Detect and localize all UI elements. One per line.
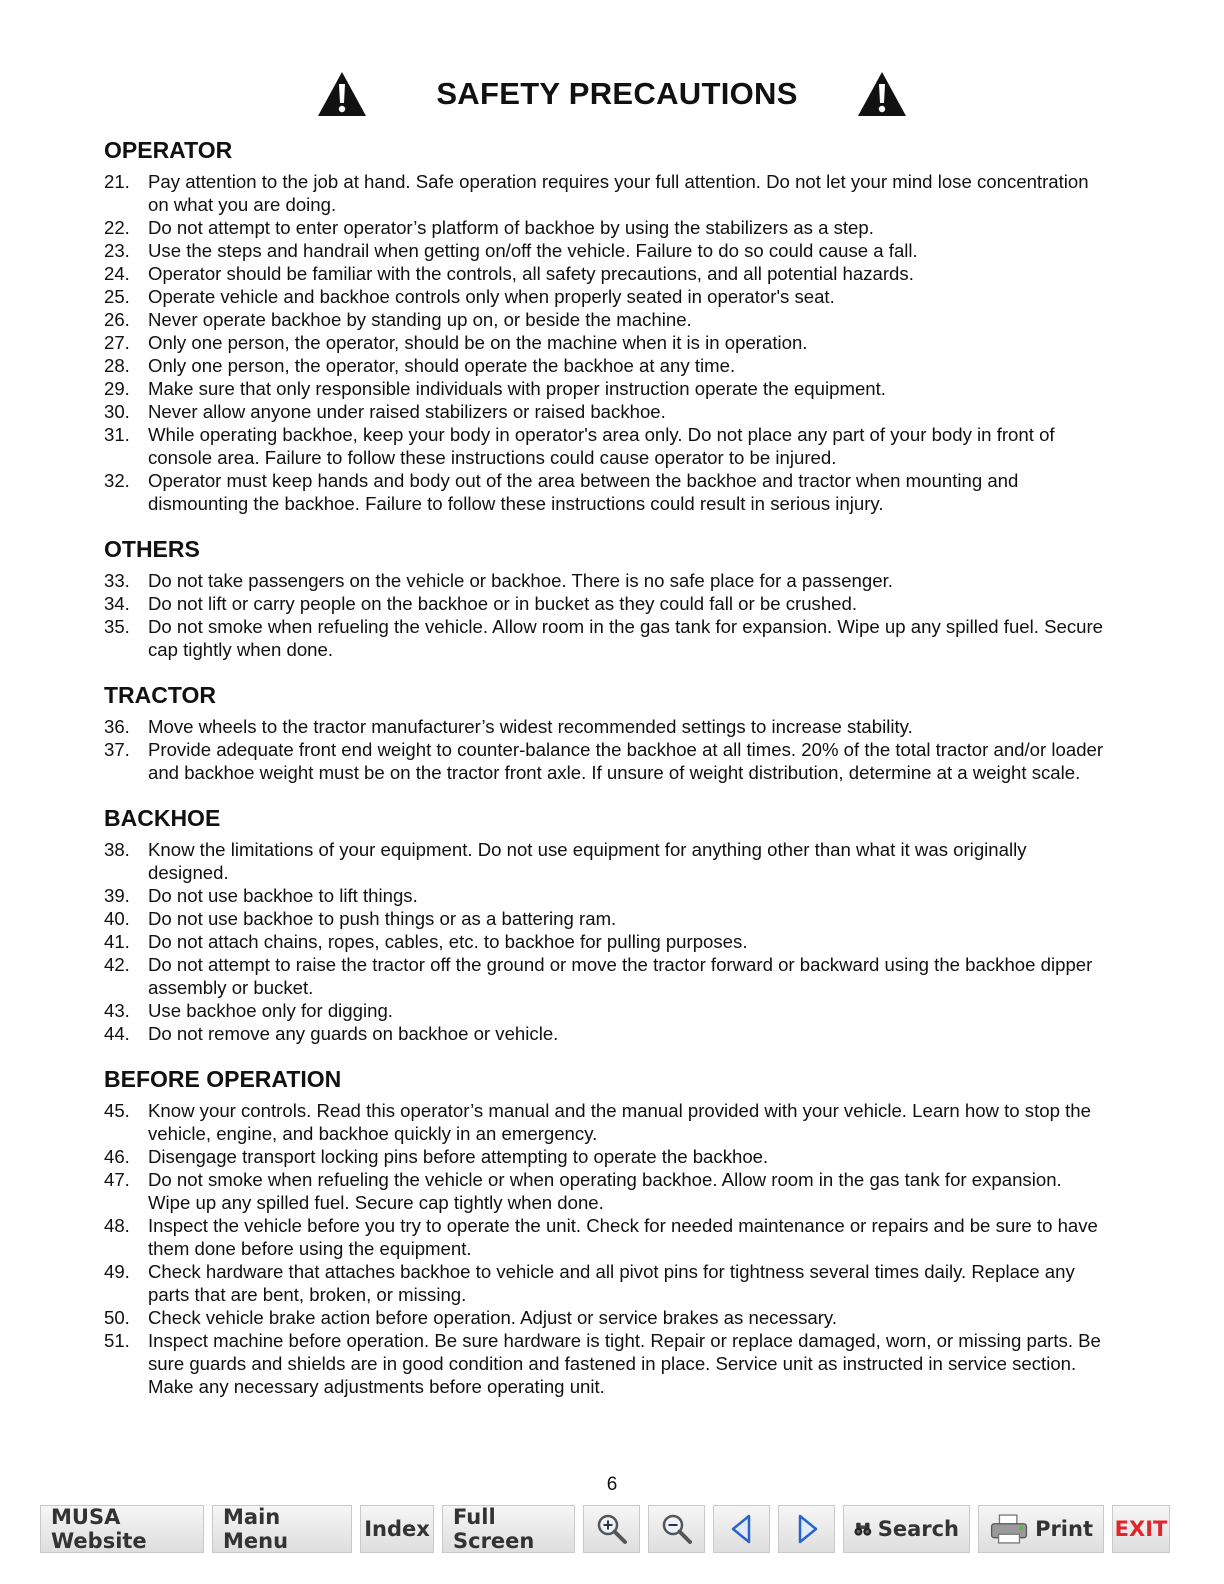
item-number: 40. <box>104 908 130 929</box>
main-menu-label: Main Menu <box>223 1505 289 1553</box>
list-item <box>104 1145 1104 1168</box>
item-number: 35. <box>104 616 130 637</box>
index-label: Index <box>364 1517 430 1541</box>
list-item <box>104 216 1104 239</box>
zoom-in-button[interactable] <box>583 1505 640 1553</box>
list-item <box>104 400 1104 423</box>
item-number: 42. <box>104 954 130 975</box>
item-text: Know your controls. Read this operator’s manual and the manual provided with your vehicle. Learn how to stop the vehicle, engine, and backhoe quickly in an emergency. <box>148 1100 1091 1144</box>
list-item <box>104 308 1104 331</box>
item-number: 38. <box>104 839 130 860</box>
item-text: Never operate backhoe by standing up on, or beside the machine. <box>148 309 692 330</box>
main-menu-button[interactable] <box>212 1505 352 1553</box>
navigation-toolbar <box>40 1505 1170 1555</box>
page-title: SAFETY PRECAUTIONS <box>436 76 798 111</box>
item-text: Only one person, the operator, should operate the backhoe at any time. <box>148 355 736 376</box>
item-text: Inspect machine before operation. Be sure hardware is tight. Repair or replace damaged, worn, or missing parts. Be sure guards and shields are in good condition and fastened in place. Service unit as instructed in service section. Make any necessary adjustments before operating unit. <box>148 1330 1101 1397</box>
item-text: Inspect the vehicle before you try to operate the unit. Check for needed maintenance or repairs and be sure to have them done before using the equipment. <box>148 1215 1098 1259</box>
search-label: Search <box>877 1517 959 1541</box>
item-text: Do not smoke when refueling the vehicle or when operating backhoe. Allow room in the gas tank for expansion. Wipe up any spilled fuel. Secure cap tightly when done. <box>148 1169 1062 1213</box>
next-page-icon <box>792 1512 822 1546</box>
item-number: 24. <box>104 263 130 284</box>
item-text: Do not take passengers on the vehicle or backhoe. There is no safe place for a passenger. <box>148 570 893 591</box>
item-text: Use backhoe only for digging. <box>148 1000 393 1021</box>
print-label: Print <box>1035 1517 1093 1541</box>
list-item <box>104 285 1104 308</box>
previous-page-icon <box>727 1512 757 1546</box>
zoom-in-icon <box>595 1512 629 1546</box>
item-text: Pay attention to the job at hand. Safe operation requires your full attention. Do not let your mind lose concentration on what you are doing. <box>148 171 1089 215</box>
item-text: Do not attempt to enter operator’s platform of backhoe by using the stabilizers as a step. <box>148 217 874 238</box>
item-text: Check vehicle brake action before operation. Adjust or service brakes as necessary. <box>148 1307 838 1328</box>
musa-website-label: MUSA Website <box>51 1505 147 1553</box>
item-text: Do not use backhoe to lift things. <box>148 885 418 906</box>
section-before-operation <box>104 1065 1104 1398</box>
item-number: 31. <box>104 424 130 445</box>
full-screen-button[interactable] <box>442 1505 575 1553</box>
item-text: Make sure that only responsible individuals with proper instruction operate the equipment. <box>148 378 886 399</box>
list-item <box>104 1214 1104 1260</box>
section-operator <box>104 136 1104 515</box>
zoom-out-button[interactable] <box>648 1505 705 1553</box>
list-item <box>104 953 1104 999</box>
item-text: Do not attempt to raise the tractor off the ground or move the tractor forward or backward using the backhoe dipper assembly or bucket. <box>148 954 1093 998</box>
section-heading: BEFORE OPERATION <box>104 1066 342 1092</box>
item-text: Move wheels to the tractor manufacturer’s widest recommended settings to increase stability. <box>148 716 913 737</box>
item-text: Know the limitations of your equipment. Do not use equipment for anything other than what it was originally designed. <box>148 839 1027 883</box>
item-text: Do not remove any guards on backhoe or vehicle. <box>148 1023 559 1044</box>
section-heading: OPERATOR <box>104 137 233 163</box>
list-item <box>104 423 1104 469</box>
exit-button[interactable] <box>1112 1505 1170 1553</box>
item-text: Provide adequate front end weight to counter-balance the backhoe at all times. 20% of the total tractor and/or loader and backhoe weight must be on the tractor front axle. If unsure of weight distribution, determine at a weight scale. <box>148 739 1104 783</box>
item-number: 25. <box>104 286 130 307</box>
item-number: 34. <box>104 593 130 614</box>
zoom-out-icon <box>660 1512 694 1546</box>
list-item <box>104 1306 1104 1329</box>
item-number: 30. <box>104 401 130 422</box>
list-item <box>104 930 1104 953</box>
list-item <box>104 615 1104 661</box>
item-number: 46. <box>104 1146 130 1167</box>
list-item <box>104 377 1104 400</box>
list-item <box>104 569 1104 592</box>
item-number: 33. <box>104 570 130 591</box>
item-number: 51. <box>104 1330 130 1351</box>
item-number: 43. <box>104 1000 130 1021</box>
warning-icon <box>856 70 908 118</box>
item-text: Use the steps and handrail when getting on/off the vehicle. Failure to do so could cause a fall. <box>148 240 918 261</box>
list-item <box>104 354 1104 377</box>
item-text: Check hardware that attaches backhoe to vehicle and all pivot pins for tightness several times daily. Replace any parts that are bent, broken, or missing. <box>148 1261 1075 1305</box>
item-number: 44. <box>104 1023 130 1044</box>
item-number: 37. <box>104 739 130 760</box>
item-text: Operator must keep hands and body out of the area between the backhoe and tractor when mounting and dismounting the backhoe. Failure to follow these instructions could result in serious injury. <box>148 470 1019 514</box>
item-number: 29. <box>104 378 130 399</box>
item-text: Do not smoke when refueling the vehicle. Allow room in the gas tank for expansion. Wipe up any spilled fuel. Secure cap tightly when done. <box>148 616 1104 660</box>
list-item <box>104 239 1104 262</box>
list-item <box>104 170 1104 216</box>
exit-label: EXIT <box>1114 1517 1168 1541</box>
list-item <box>104 1260 1104 1306</box>
list-item <box>104 469 1104 515</box>
item-number: 49. <box>104 1261 130 1282</box>
item-text: Disengage transport locking pins before attempting to operate the backhoe. <box>148 1146 769 1167</box>
item-text: Do not use backhoe to push things or as a battering ram. <box>148 908 617 929</box>
previous-page-button[interactable] <box>713 1505 770 1553</box>
item-number: 50. <box>104 1307 130 1328</box>
list-item <box>104 715 1104 738</box>
item-number: 39. <box>104 885 130 906</box>
search-button[interactable] <box>843 1505 970 1553</box>
printer-icon <box>989 1511 1029 1547</box>
musa-website-button[interactable] <box>40 1505 204 1553</box>
item-text: Do not attach chains, ropes, cables, etc. to backhoe for pulling purposes. <box>148 931 748 952</box>
item-number: 45. <box>104 1100 130 1121</box>
item-number: 47. <box>104 1169 130 1190</box>
page-number: 6 <box>606 1474 618 1495</box>
item-number: 32. <box>104 470 130 491</box>
document-body <box>104 136 1104 1418</box>
list-item <box>104 907 1104 930</box>
list-item <box>104 999 1104 1022</box>
print-button[interactable] <box>978 1505 1104 1553</box>
item-number: 27. <box>104 332 130 353</box>
warning-icon <box>316 70 368 118</box>
list-item <box>104 262 1104 285</box>
list-item <box>104 1022 1104 1045</box>
item-number: 23. <box>104 240 130 261</box>
list-item <box>104 1329 1104 1398</box>
item-text: Operator should be familiar with the controls, all safety precautions, and all potential hazards. <box>148 263 914 284</box>
list-item <box>104 738 1104 784</box>
item-number: 28. <box>104 355 130 376</box>
list-item <box>104 1168 1104 1214</box>
list-item <box>104 838 1104 884</box>
section-heading: TRACTOR <box>104 682 217 708</box>
section-tractor <box>104 681 1104 784</box>
item-text: Never allow anyone under raised stabilizers or raised backhoe. <box>148 401 666 422</box>
index-button[interactable] <box>360 1505 434 1553</box>
list-item <box>104 331 1104 354</box>
section-heading: OTHERS <box>104 536 200 562</box>
item-text: Operate vehicle and backhoe controls only when properly seated in operator's seat. <box>148 286 835 307</box>
item-number: 26. <box>104 309 130 330</box>
full-screen-label: Full Screen <box>453 1505 535 1553</box>
page-header <box>0 68 1224 120</box>
item-text: While operating backhoe, keep your body in operator's area only. Do not place any part of your body in front of console area. Failure to follow these instructions could cause operator to be injured. <box>148 424 1055 468</box>
section-others <box>104 535 1104 661</box>
list-item <box>104 592 1104 615</box>
item-number: 48. <box>104 1215 130 1236</box>
item-number: 41. <box>104 931 130 952</box>
next-page-button[interactable] <box>778 1505 835 1553</box>
list-item <box>104 1099 1104 1145</box>
item-number: 21. <box>104 171 130 192</box>
binoculars-icon <box>854 1511 872 1547</box>
item-text: Do not lift or carry people on the backhoe or in bucket as they could fall or be crushed. <box>148 593 858 614</box>
item-number: 22. <box>104 217 130 238</box>
section-heading: BACKHOE <box>104 805 221 831</box>
item-text: Only one person, the operator, should be on the machine when it is in operation. <box>148 332 808 353</box>
section-backhoe <box>104 804 1104 1045</box>
item-number: 36. <box>104 716 130 737</box>
list-item <box>104 884 1104 907</box>
